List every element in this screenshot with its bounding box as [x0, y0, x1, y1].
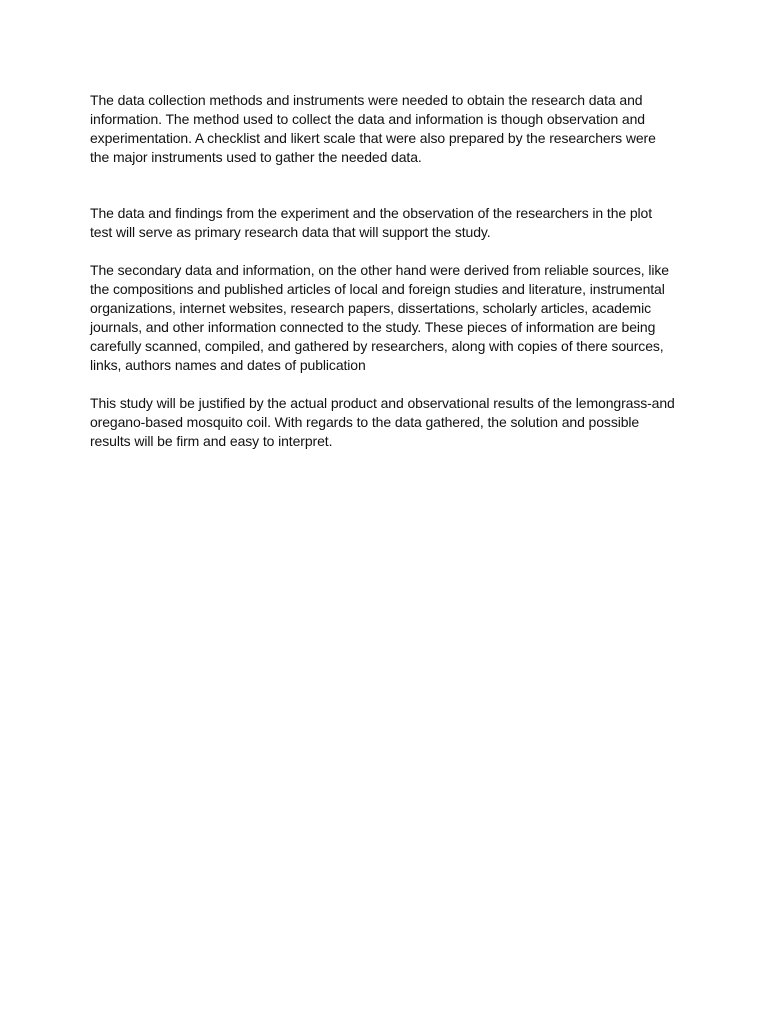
- paragraph-primary-data: The data and findings from the experiment and the observation of the researchers in the plot test will serve as primary research data that will support the study.: [90, 205, 653, 240]
- document-page: [90, 91, 690, 451]
- paragraph-data-collection-methods: The data collection methods and instruments were needed to obtain the research data and information. The method used to collect the data and information is though observation and experimentation. A checklist and likert scale that were also prepared by the researchers were the major instruments used to gather the needed data.: [90, 92, 656, 165]
- paragraph-secondary-data: The secondary data and information, on the other hand were derived from reliable sources, like the compositions and published articles of local and foreign studies and literature, instrumental organizations, internet websites, research papers, dissertations, scholarly articles, academic journals, and other information connected to the study. These pieces of information are being carefully scanned, compiled, and gathered by researchers, along with copies of there sources, links, authors names and dates of publication: [90, 262, 669, 373]
- paragraph-study-justification: This study will be justified by the actual product and observational results of the lemongrass-and oregano-based mosquito coil. With regards to the data gathered, the solution and possible results will be firm and easy to interpret.: [90, 395, 675, 449]
